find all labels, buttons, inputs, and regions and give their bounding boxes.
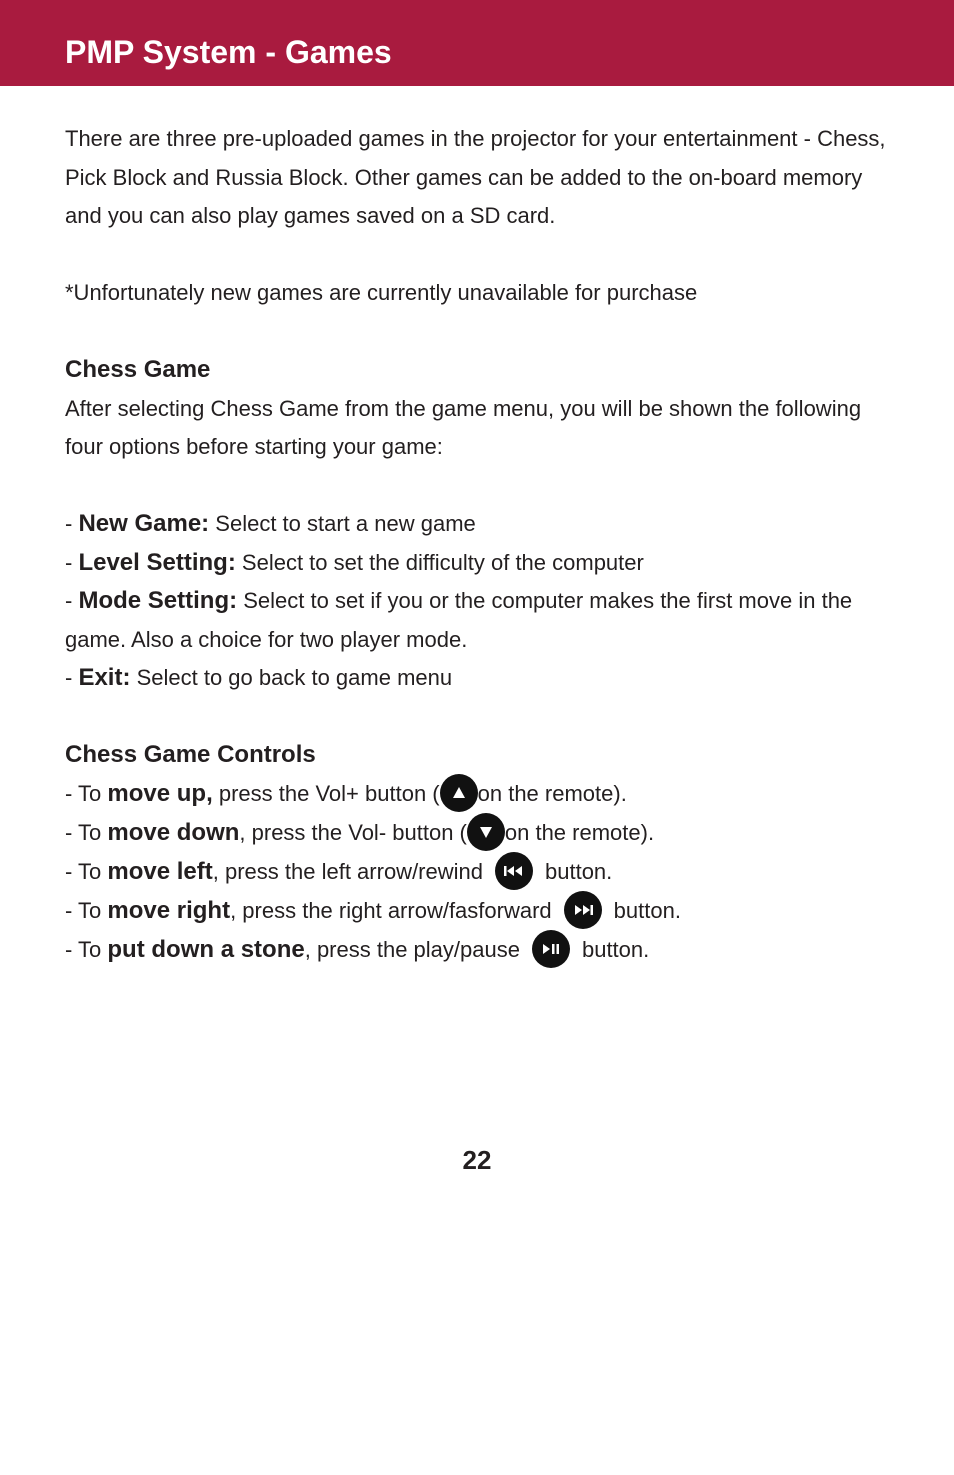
option-term: Exit: [78, 664, 131, 691]
purchase-note: *Unfortunately new games are currently unavailable for purchase [65, 280, 698, 305]
option-new-game: - New Game: Select to start a new game [65, 510, 476, 537]
rewind-icon [495, 852, 533, 890]
option-term: Mode Setting: [78, 587, 238, 614]
option-term: Level Setting: [78, 548, 236, 576]
option-level-setting: - Level Setting: Select to set the difficulty of the computer [65, 548, 644, 576]
volume-up-icon [440, 774, 478, 812]
volume-down-icon [467, 813, 505, 851]
option-mode-setting: - Mode Setting: Select to set if you or the computer makes the first move in the game. Also a choice for two player mode. [65, 587, 853, 652]
play-pause-icon [532, 930, 570, 968]
option-exit: - Exit: Select to go back to game menu [65, 664, 453, 691]
control-put-down-stone: - To put down a stone, press the play/pause button. [65, 931, 895, 970]
chess-game-description: After selecting Chess Game from the game menu, you will be shown the following four options before starting your game: [65, 395, 862, 459]
control-move-up: - To move up, press the Vol+ button ( on the remote). [65, 775, 895, 814]
page-content [65, 120, 895, 970]
controls-heading: Chess Game Controls [65, 741, 316, 768]
intro-paragraph: There are three pre-uploaded games in the projector for your entertainment - Chess, Pick Block and Russia Block. Other games can be added to the on-board memory and you can also play games saved on a SD card. [65, 126, 886, 228]
option-term: New Game: [78, 510, 210, 537]
fast-forward-icon [564, 891, 602, 929]
control-move-left: - To move left, press the left arrow/rewind button. [65, 853, 895, 892]
page-title: PMP System - Games [65, 34, 392, 70]
page-header [0, 0, 954, 86]
page-number: 22 [462, 1145, 492, 1175]
chess-game-heading: Chess Game [65, 356, 211, 383]
control-move-down: - To move down, press the Vol- button ( on the remote). [65, 814, 895, 853]
control-move-right: - To move right, press the right arrow/fasforward button. [65, 892, 895, 931]
